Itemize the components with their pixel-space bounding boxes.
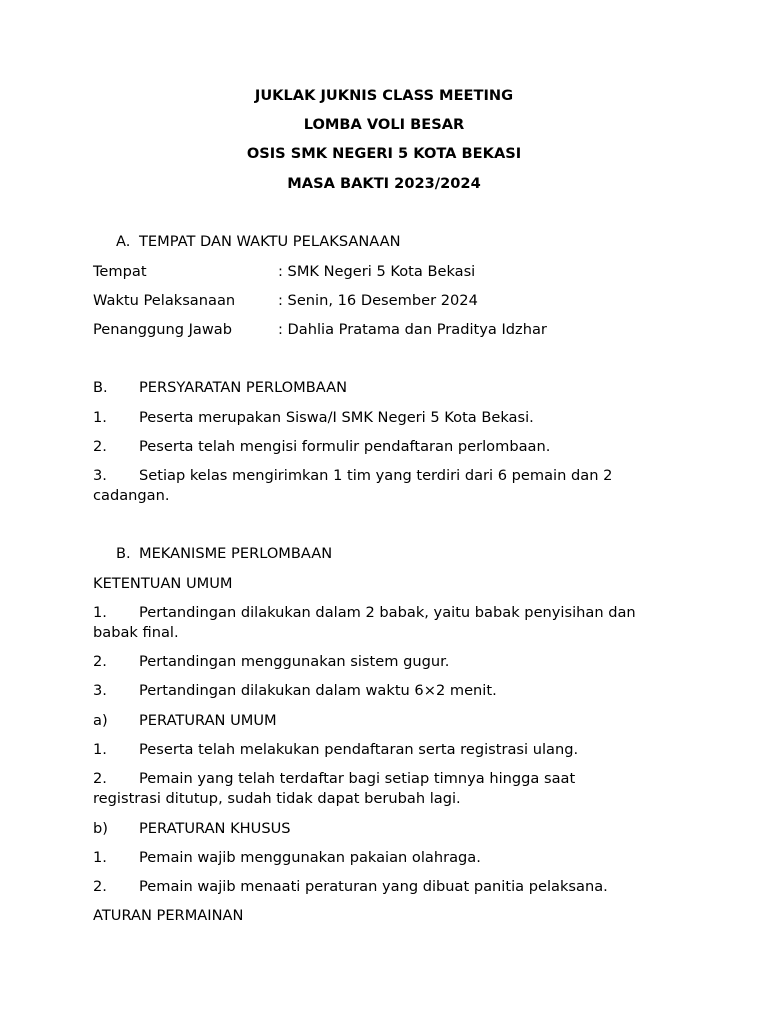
info-value: : SMK Negeri 5 Kota Bekasi [278,263,476,280]
list-text: Pemain yang telah terdaftar bagi setiap timnya hingga saat registrasi ditutup, sudah tidak dapat berubah lagi. [93,770,576,807]
list-item [93,848,481,868]
list-text: Peserta telah melakukan pendaftaran serta registrasi ulang. [139,741,579,758]
list-item [93,769,623,809]
list-item [93,652,449,672]
info-label: Tempat [93,263,147,280]
list-number: 2. [93,878,107,895]
list-text: Pemain wajib menggunakan pakaian olahraga. [139,849,481,866]
section-b-mekanisme-heading [116,544,332,564]
list-text: Setiap kelas mengirimkan 1 tim yang terdiri dari 6 pemain dan 2 cadangan. [93,467,613,504]
list-number: 2. [93,653,107,670]
doc-title-line-3: OSIS SMK NEGERI 5 KOTA BEKASI [246,145,522,162]
info-value: : Dahlia Pratama dan Praditya Idzhar [278,321,547,338]
list-item [93,681,497,701]
section-a-title: TEMPAT DAN WAKTU PELAKSANAAN [139,233,401,250]
doc-title-line-2: LOMBA VOLI BESAR [303,116,465,133]
ketentuan-umum-heading: KETENTUAN UMUM [93,575,233,592]
sub-letter: a) [93,712,108,729]
doc-title-line-1: JUKLAK JUKNIS CLASS MEETING [254,87,514,104]
section-letter: B. [93,379,108,396]
section-title: PERSYARATAN PERLOMBAAN [139,379,348,396]
info-row-penanggung-jawab [93,320,547,340]
info-label: Waktu Pelaksanaan [93,292,236,309]
list-text: Pemain wajib menaati peraturan yang dibuat panitia pelaksana. [139,878,608,895]
list-number: 3. [93,682,107,699]
peraturan-umum-heading [93,711,277,731]
info-label: Penanggung Jawab [93,321,233,338]
list-number: 1. [93,849,107,866]
list-text: Pertandingan dilakukan dalam 2 babak, yaitu babak penyisihan dan babak final. [93,604,636,641]
info-value: : Senin, 16 Desember 2024 [278,292,478,309]
section-b-persyaratan-heading [93,378,347,398]
section-a-letter: A. [116,233,131,250]
list-item [93,877,608,897]
sub-title: PERATURAN KHUSUS [139,820,291,837]
list-text: Pertandingan dilakukan dalam waktu 6×2 menit. [139,682,497,699]
list-item [93,603,683,643]
section-title: MEKANISME PERLOMBAAN [139,545,333,562]
list-item [93,466,683,506]
list-number: 1. [93,741,107,758]
list-number: 2. [93,770,107,787]
list-number: 1. [93,604,107,621]
list-number: 1. [93,409,107,426]
sub-title: PERATURAN UMUM [139,712,277,729]
section-a-heading [116,232,401,252]
info-row-waktu [93,291,478,311]
aturan-permainan-heading: ATURAN PERMAINAN [93,907,244,924]
section-letter: B. [116,545,131,562]
list-item [93,408,534,428]
sub-letter: b) [93,820,108,837]
list-number: 3. [93,467,107,484]
list-item [93,740,578,760]
doc-title-line-4: MASA BAKTI 2023/2024 [287,175,481,192]
list-number: 2. [93,438,107,455]
list-text: Peserta telah mengisi formulir pendaftaran perlombaan. [139,438,551,455]
list-text: Peserta merupakan Siswa/I SMK Negeri 5 Kota Bekasi. [139,409,534,426]
info-row-tempat [93,262,475,282]
list-item [93,437,550,457]
list-text: Pertandingan menggunakan sistem gugur. [139,653,450,670]
peraturan-khusus-heading [93,819,291,839]
